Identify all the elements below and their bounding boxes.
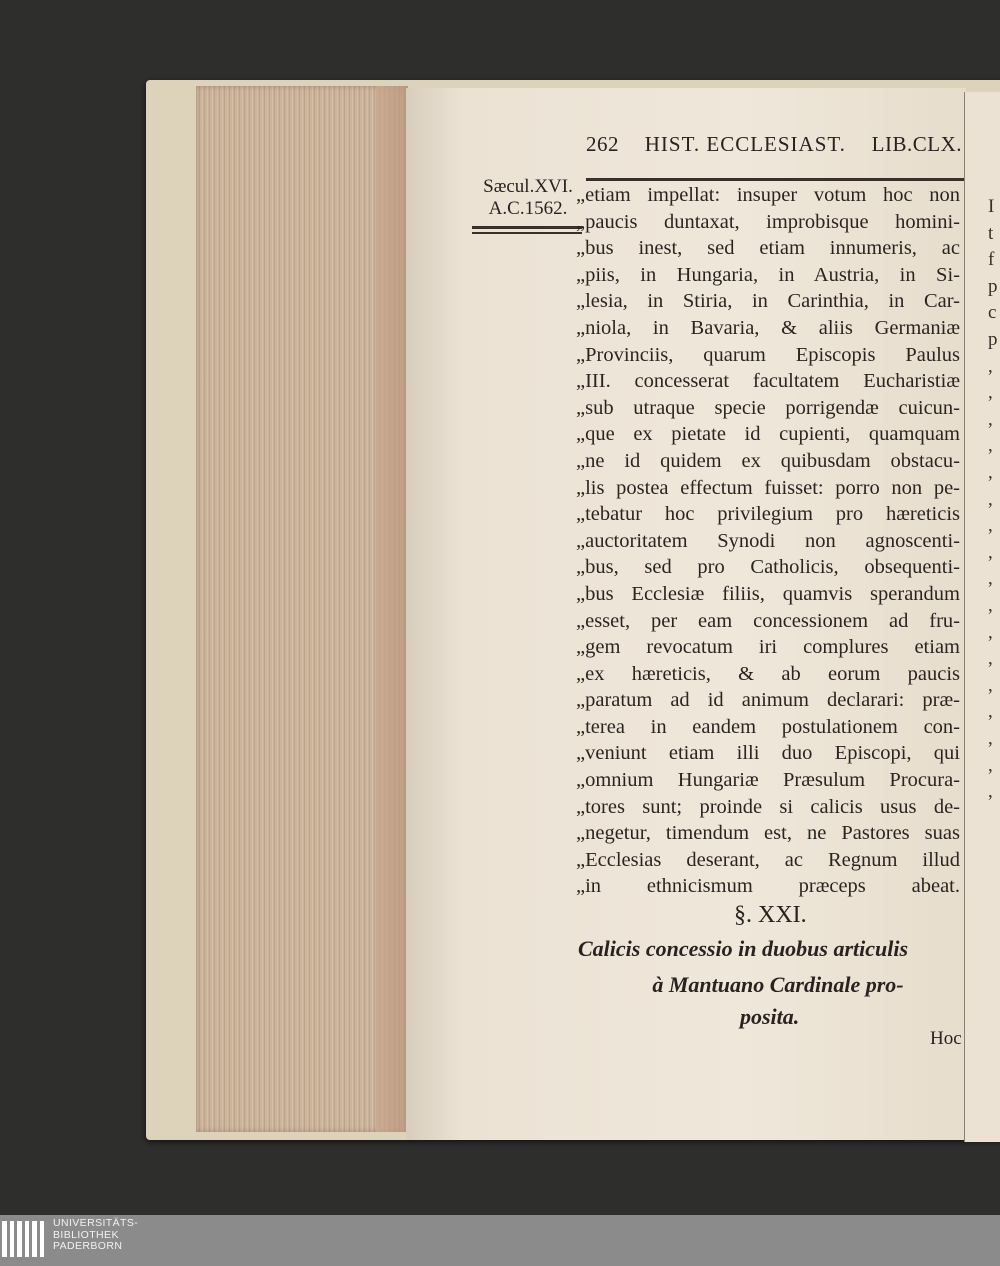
next-page-glyph: , xyxy=(988,595,993,616)
next-page-glyph: , xyxy=(988,648,993,670)
header-title: HIST. ECCLESIAST. xyxy=(644,132,846,156)
text-line: „veniunt etiam illi duo Episcopi, qui xyxy=(576,742,960,765)
caption-line-1: Calicis concessio in duobus articulis xyxy=(578,936,909,961)
header-rule xyxy=(586,178,964,181)
text-line: „omnium Hungariæ Præsulum Procura- xyxy=(576,769,960,792)
next-page-glyph: , xyxy=(988,408,993,430)
text-line: „esset, per eam concessionem ad fru- xyxy=(576,609,960,632)
next-page-glyph: , xyxy=(988,728,993,749)
library-logo-text xyxy=(53,1218,138,1253)
next-page-glyph: , xyxy=(988,674,993,696)
text-line: „terea in eandem postulationem con- xyxy=(576,715,960,738)
text-line: „etiam impellat: insuper votum hoc non xyxy=(576,184,960,206)
next-page-glyph: , xyxy=(988,541,993,563)
next-page-glyph: f xyxy=(988,249,995,271)
next-page-glyph: , xyxy=(988,515,993,537)
next-page-glyph: t xyxy=(988,222,994,244)
next-page-edge xyxy=(964,92,1000,1142)
next-page-glyph: I xyxy=(988,196,995,217)
next-page-glyph: , xyxy=(988,621,993,643)
next-page-glyph: p xyxy=(988,275,998,297)
next-page-glyph: , xyxy=(988,382,993,404)
logo-line-1: UNIVERSITÄTS- xyxy=(53,1217,139,1229)
text-line: „sub utraque specie porrigendæ cuicun- xyxy=(576,396,960,419)
catchword: Hoc xyxy=(930,1028,962,1049)
margin-year: A.C.1562. xyxy=(488,198,568,219)
page-number: 262 xyxy=(586,132,619,156)
text-line: „Ecclesias deserant, ac Regnum illud xyxy=(576,848,960,871)
text-line: „tebatur hoc privilegium pro hæreticis xyxy=(576,503,960,526)
page-block-shadow xyxy=(376,86,408,1132)
next-page-glyph: , xyxy=(988,462,993,483)
text-line: „paucis duntaxat, improbisque homini- xyxy=(576,210,960,233)
text-line: „III. concesserat facultatem Eucharistiæ xyxy=(576,370,960,393)
section-number: §. XXI. xyxy=(734,902,807,928)
next-page-glyph: c xyxy=(988,302,997,324)
text-line: „paratum ad id animum declarari: præ- xyxy=(576,689,960,712)
header-book: LIB.CLX. xyxy=(871,132,962,156)
next-page-glyph: , xyxy=(988,568,993,590)
text-line: „gem revocatum iri complures etiam xyxy=(576,636,960,659)
body-text xyxy=(576,182,960,900)
next-page-glyph: , xyxy=(988,355,993,377)
text-line: „ne id quidem ex quibusdam obstacu- xyxy=(576,449,960,472)
footer-bar xyxy=(0,1215,1000,1266)
text-line: „bus inest, sed etiam innumeris, ac xyxy=(576,237,960,260)
library-logo-icon xyxy=(0,1219,48,1259)
next-page-glyph: p xyxy=(988,329,998,350)
next-page-glyph: , xyxy=(988,435,993,457)
text-line: „lis postea effectum fuisset: porro non pe- xyxy=(576,476,960,499)
caption-line-3: posita. xyxy=(740,1004,800,1029)
text-line: „Provinciis, quarum Episcopis Paulus xyxy=(576,343,960,366)
margin-rule-second xyxy=(472,232,582,234)
margin-century: Sæcul.XVI. xyxy=(483,176,573,197)
text-line: „bus, sed pro Catholicis, obsequenti- xyxy=(576,556,960,579)
next-page-glyph: , xyxy=(988,701,993,723)
text-line: „in ethnicismum præceps abeat. xyxy=(576,875,960,898)
text-line: „niola, in Bavaria, & aliis Germaniæ xyxy=(576,316,960,339)
next-page-glyph: , xyxy=(988,781,993,803)
text-line: „negetur, timendum est, ne Pastores suas xyxy=(576,822,960,845)
running-header xyxy=(586,132,962,157)
logo-line-2: BIBLIOTHEK xyxy=(53,1228,119,1241)
text-line: „bus Ecclesiæ filiis, quamvis sperandum xyxy=(576,582,960,605)
next-page-glyph: , xyxy=(988,754,993,776)
next-page-glyph: , xyxy=(988,488,993,510)
text-line: „ex hæreticis, & ab eorum paucis xyxy=(576,662,960,685)
logo-line-3: PADERBORN xyxy=(53,1240,123,1252)
text-line: „auctoritatem Synodi non agnoscenti- xyxy=(576,529,960,552)
text-line: „que ex pietate id cupienti, quamquam xyxy=(576,423,960,446)
margin-rule xyxy=(472,226,582,229)
text-line: „piis, in Hungaria, in Austria, in Si- xyxy=(576,263,960,286)
text-line: „tores sunt; proinde si calicis usus de- xyxy=(576,795,960,818)
text-line: „lesia, in Stiria, in Carinthia, in Car- xyxy=(576,290,960,313)
caption-line-2: à Mantuano Cardinale pro- xyxy=(652,972,904,997)
